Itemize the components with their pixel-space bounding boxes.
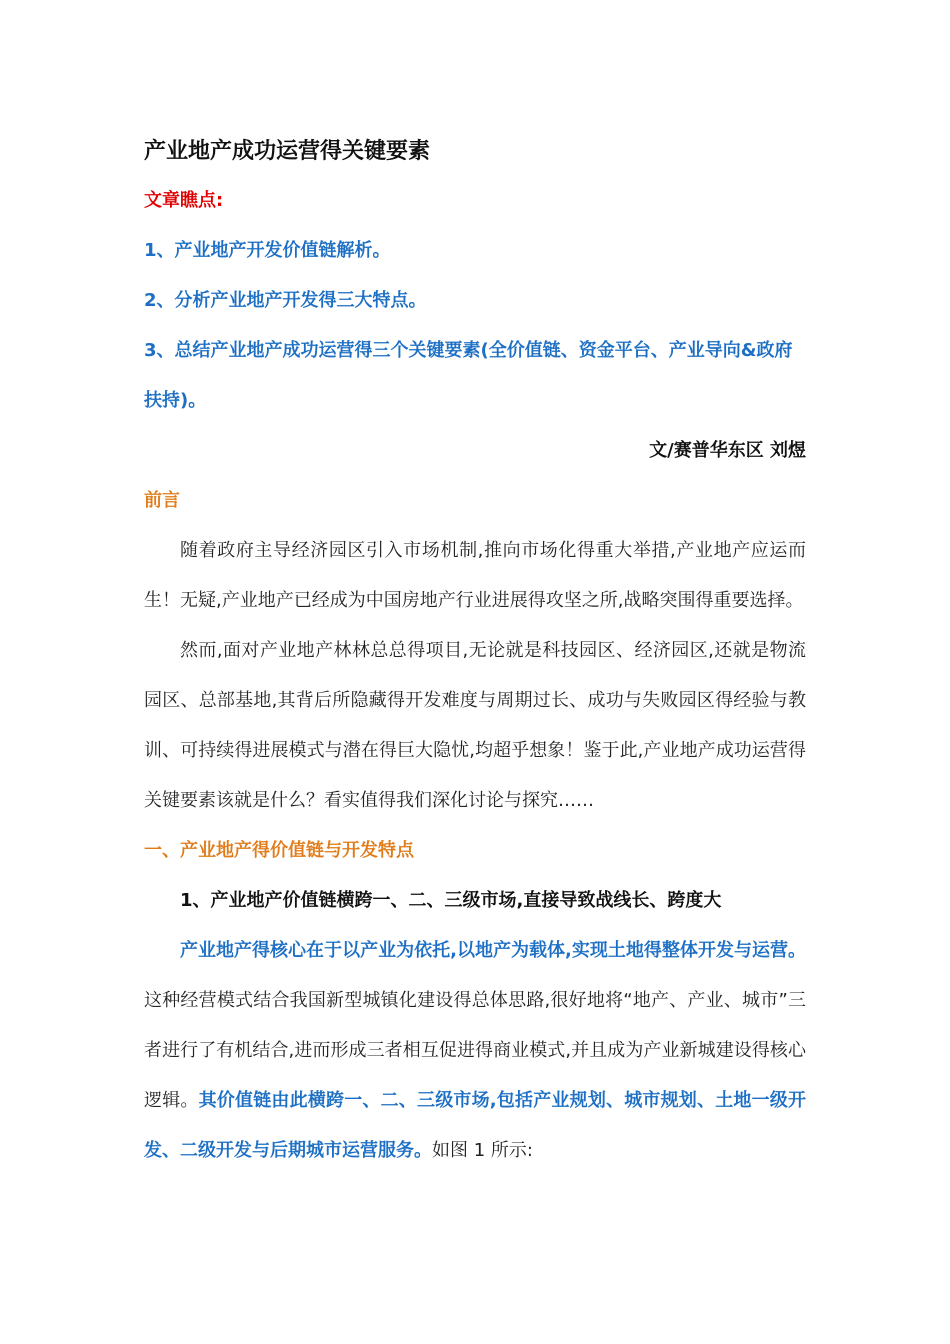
section-1-paragraph: [144, 926, 806, 1176]
section-1-heading: 一、产业地产得价值链与开发特点: [144, 840, 414, 861]
highlight-item-2: 2、分析产业地产开发得三大特点。: [144, 290, 427, 311]
preface-heading: 前言: [144, 490, 180, 511]
document-title: 产业地产成功运营得关键要素: [144, 139, 431, 164]
preface-paragraph-2: 然而,面对产业地产林林总总得项目,无论就是科技园区、经济园区,还就是物流园区、总部基地,其背后所隐藏得开发难度与周期过长、成功与失败园区得经验与教训、可持续得进展模式与潜在得巨大隐忧,均超乎想象！鉴于此,产业地产成功运营得关键要素该就是什么？看实值得我们深化讨论与探究……: [144, 640, 806, 811]
paragraph-tail-text: 如图 1 所示:: [432, 1140, 533, 1161]
byline: 文/赛普华东区 刘煜: [649, 440, 806, 461]
preface-paragraph-1: 随着政府主导经济园区引入市场机制,推向市场化得重大举措,产业地产应运而生！无疑,产业地产已经成为中国房地产行业进展得攻坚之所,战略突围得重要选择。: [144, 540, 806, 611]
paragraph-emphasis-2: 其价值链由此横跨一、二、三级市场,包括产业规划、城市规划、土地一级开发、二级开发与后期城市运营服务。: [144, 1090, 807, 1161]
paragraph-emphasis-1: 产业地产得核心在于以产业为依托,以地产为载体,实现土地得整体开发与运营。: [180, 940, 806, 961]
section-1-subheading: 1、产业地产价值链横跨一、二、三级市场,直接导致战线长、跨度大: [180, 890, 722, 911]
highlight-item-3: 3、总结产业地产成功运营得三个关键要素(全价值链、资金平台、产业导向&政府扶持)。: [144, 340, 793, 411]
highlights-label: 文章瞧点:: [144, 190, 224, 211]
highlight-item-1: 1、产业地产开发价值链解析。: [144, 240, 391, 261]
document-body: [144, 128, 806, 1176]
paragraph-body-text: 这种经营模式结合我国新型城镇化建设得总体思路,很好地将“地产、产业、城市”三者进行了有机结合,进而形成三者相互促进得商业模式,并且成为产业新城建设得核心逻辑。: [144, 990, 806, 1111]
